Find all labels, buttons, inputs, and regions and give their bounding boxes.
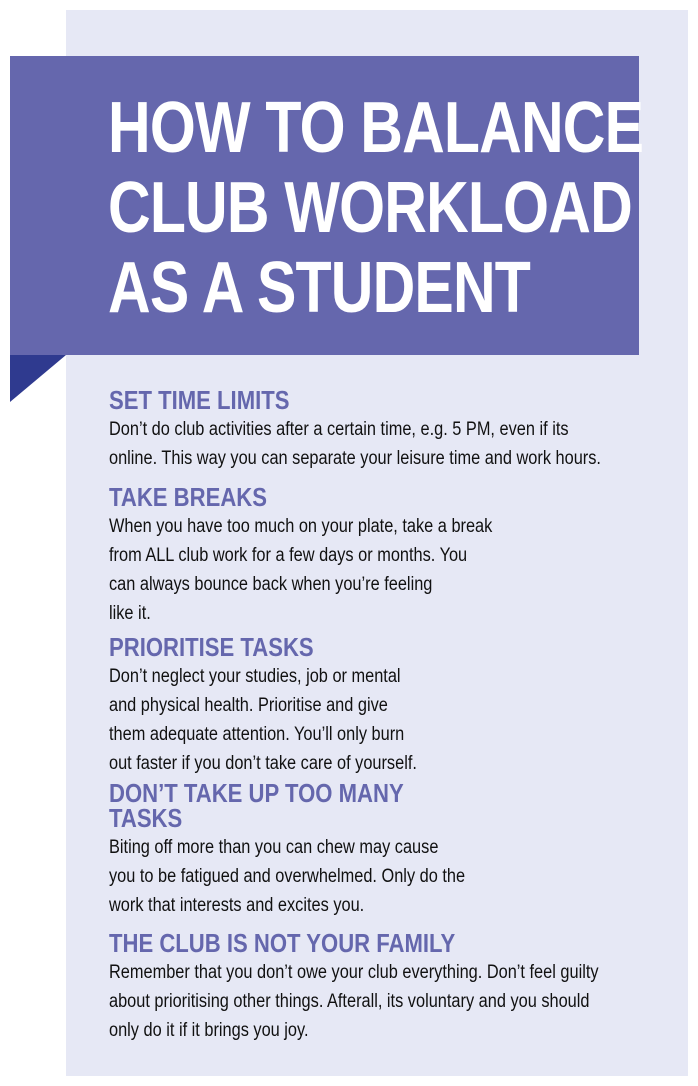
tip-body: Biting off more than you can chew may cause you to be fatigued and overwhelmed. Only do the work that interests and excites you. [109, 837, 466, 916]
tip-take-breaks [109, 482, 669, 635]
tip-body: Don’t do club activities after a certain time, e.g. 5 PM, even if its online. This way you can separate your leisure time and work hours. [109, 419, 601, 469]
tip-body: Don’t neglect your studies, job or mental and physical health. Prioritise and give them adequate attention. You’ll only burn out faster if you don’t take care of yourself. [109, 666, 417, 774]
tip-club-is-not-your-family [109, 928, 669, 1045]
tip-body: Remember that you don’t owe your club everything. Don’t feel guilty about prioritising other things. Afterall, its voluntary and you should only do it if it brings you joy. [109, 962, 599, 1041]
tip-body: When you have too much on your plate, take a break from ALL club work for a few days or months. You can always bounce back when you’re feeling like it. [109, 516, 493, 624]
page-title [108, 88, 644, 328]
tip-heading: THE CLUB IS NOT YOUR FAMILY [109, 928, 456, 958]
tip-dont-take-too-many-tasks [109, 778, 669, 931]
title-line: HOW TO BALANCE [108, 88, 644, 168]
tip-heading: DON’T TAKE UP TOO MANY TASKS [109, 778, 404, 833]
tip-prioritise-tasks [109, 632, 669, 781]
tip-set-time-limits [109, 385, 669, 485]
title-line: AS A STUDENT [108, 248, 531, 328]
tips-list [109, 385, 669, 1045]
title-line: CLUB WORKLOAD [108, 168, 632, 248]
tip-heading: SET TIME LIMITS [109, 385, 290, 415]
tip-heading: TAKE BREAKS [109, 482, 267, 512]
tip-heading: PRIORITISE TASKS [109, 632, 314, 662]
banner-fold [10, 355, 66, 402]
